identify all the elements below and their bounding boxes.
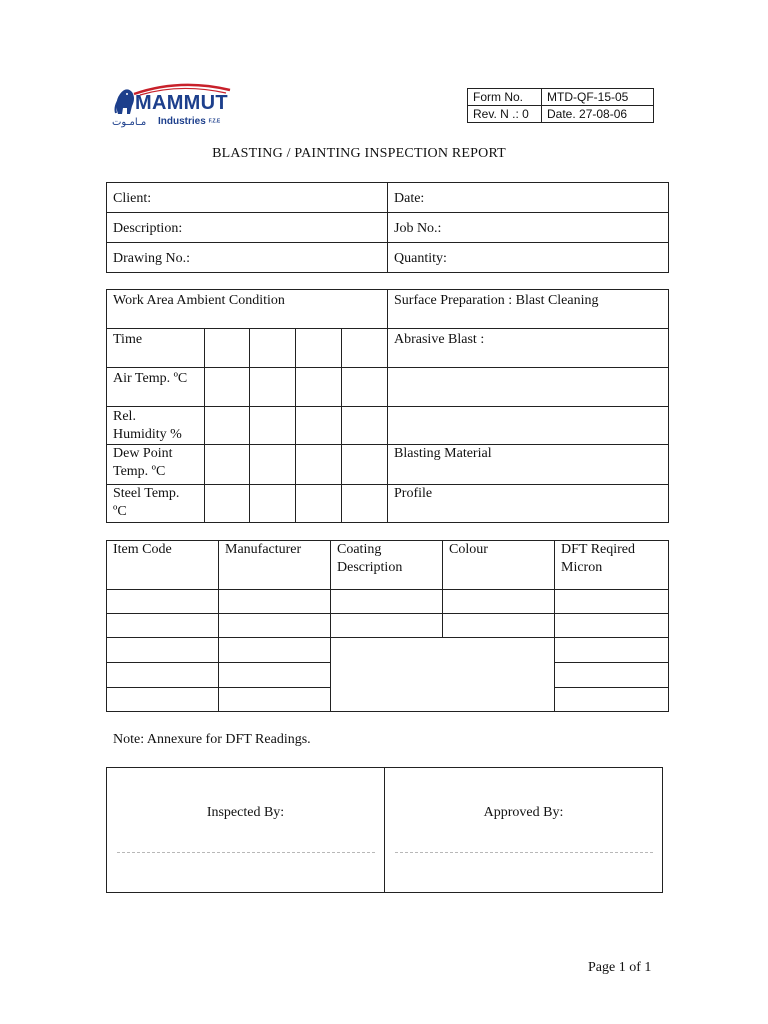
coating-cell[interactable] [107,663,219,688]
coating-cell[interactable] [555,688,669,712]
dew-point-cell[interactable] [296,445,342,485]
coating-cell[interactable] [219,663,331,688]
steel-temp-row-label: Steel Temp. ºC [113,486,180,519]
coating-cell[interactable] [219,590,331,614]
coating-cell[interactable] [443,614,555,638]
humidity-cell[interactable] [205,407,250,445]
coating-table [106,540,669,712]
logo-subtitle [158,116,220,127]
air-temp-cell[interactable] [342,368,388,407]
time-cell[interactable] [296,329,342,368]
page-number: Page 1 of 1 [588,960,652,975]
form-no-label: Form No. [468,89,542,106]
dew-point-cell[interactable] [250,445,296,485]
form-date-label: Date. 27-08-06 [542,106,654,123]
air-temp-cell[interactable] [205,368,250,407]
note-text: Note: Annexure for DFT Readings. [113,732,311,747]
coating-cell[interactable] [107,638,219,663]
form-number-box [467,88,654,123]
coating-cell[interactable] [107,590,219,614]
profile-label: Profile [394,486,433,501]
steel-temp-cell[interactable] [205,485,250,523]
description-field[interactable]: Description: [113,221,183,236]
job-no-field[interactable]: Job No.: [394,221,442,236]
inspected-by-label: Inspected By: [206,805,285,820]
quantity-field[interactable]: Quantity: [394,251,447,266]
dew-point-cell[interactable] [342,445,388,485]
coating-cell[interactable] [219,688,331,712]
coating-cell[interactable] [107,688,219,712]
coating-cell[interactable] [555,638,669,663]
conditions-table [106,289,669,523]
coating-cell[interactable] [331,614,443,638]
time-cell[interactable] [250,329,296,368]
signature-table [106,767,663,893]
coating-cell[interactable] [219,614,331,638]
steel-temp-cell[interactable] [296,485,342,523]
drawing-no-field[interactable]: Drawing No.: [113,251,190,266]
coating-cell[interactable] [443,590,555,614]
coating-merged-cell[interactable] [331,638,555,712]
header-fields-table [106,182,669,273]
blasting-material-label: Blasting Material [394,446,492,461]
form-no-value: MTD-QF-15-05 [542,89,654,106]
date-field[interactable]: Date: [394,191,425,206]
work-area-heading: Work Area Ambient Condition [113,293,285,308]
approved-by-cell[interactable] [385,768,663,893]
client-field[interactable]: Client: [113,191,152,206]
abrasive-blast-label: Abrasive Blast : [394,332,485,347]
time-cell[interactable] [205,329,250,368]
manufacturer-header: Manufacturer [225,542,302,557]
inspected-by-signature-line [117,852,375,853]
humidity-cell[interactable] [296,407,342,445]
colour-header: Colour [449,542,488,557]
surface-prep-value-cell[interactable] [388,407,669,445]
coating-cell[interactable] [107,614,219,638]
item-code-header: Item Code [113,542,172,557]
surface-prep-heading: Surface Preparation : Blast Cleaning [394,293,599,308]
time-row-label: Time [113,332,143,347]
coating-cell[interactable] [555,590,669,614]
humidity-cell[interactable] [250,407,296,445]
approved-by-label: Approved By: [483,805,564,820]
dew-point-cell[interactable] [205,445,250,485]
time-cell[interactable] [342,329,388,368]
approved-by-signature-line [395,852,653,853]
coating-description-header: Coating Description [337,542,403,575]
coating-cell[interactable] [219,638,331,663]
logo-fze: F.Z.E [208,118,221,125]
revision-label: Rev. N .: 0 [468,106,542,123]
report-title: BLASTING / PAINTING INSPECTION REPORT [212,146,506,161]
logo-arabic-text: مـامـوت [112,117,147,128]
air-temp-cell[interactable] [296,368,342,407]
air-temp-row-label: Air Temp. ºC [113,371,188,386]
coating-cell[interactable] [331,590,443,614]
humidity-row-label: Rel. Humidity % [113,409,182,442]
logo-wordmark: MAMMUT [135,92,228,114]
abrasive-blast-value-cell[interactable] [388,368,669,407]
inspected-by-cell[interactable] [107,768,385,893]
coating-cell[interactable] [555,614,669,638]
humidity-cell[interactable] [342,407,388,445]
steel-temp-cell[interactable] [250,485,296,523]
coating-cell[interactable] [555,663,669,688]
steel-temp-cell[interactable] [342,485,388,523]
company-logo [110,80,235,132]
logo-industries: Industries [158,116,206,127]
dft-required-header: DFT Reqired Micron [561,542,636,575]
dew-point-row-label: Dew Point Temp. ºC [113,446,173,479]
air-temp-cell[interactable] [250,368,296,407]
